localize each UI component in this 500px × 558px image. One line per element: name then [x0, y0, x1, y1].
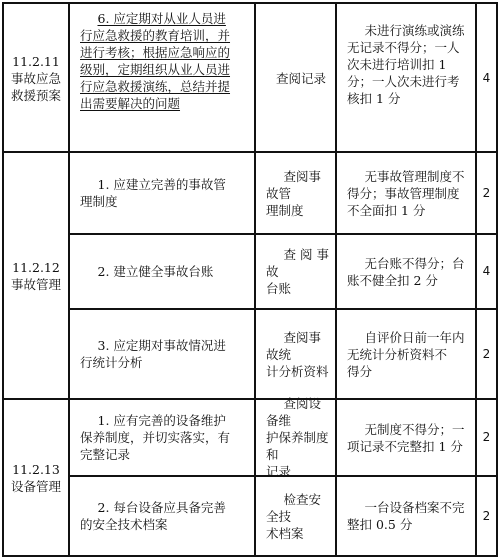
method-cell	[256, 396, 335, 479]
standard-line: 未进行演练或演练	[364, 23, 465, 38]
standard-line: 一台设备档案不完	[364, 500, 465, 515]
requirement-cell	[70, 10, 254, 112]
standard-line: 得分；事故管理制度	[347, 185, 460, 201]
standard-cell	[337, 153, 475, 233]
section-name-line: 设备管理	[10, 478, 61, 494]
method-cell	[256, 153, 335, 233]
standard-line: 核扣 1 分	[347, 91, 401, 106]
requirement-line: 保养制度，并切实落实，有	[80, 430, 231, 445]
section-name-line: 事故应急	[10, 70, 61, 86]
requirement-cell	[70, 477, 254, 555]
method-cell	[256, 4, 335, 152]
method-line: 台账	[266, 281, 292, 296]
requirement-cell	[70, 235, 254, 308]
requirement-line: 出需要解决的问题	[80, 96, 181, 111]
section-label	[4, 153, 68, 399]
standard-line: 分；一人次未进行考	[347, 74, 460, 89]
points-cell	[477, 400, 496, 475]
section-code: 11.2.12	[12, 260, 60, 275]
points-value: 2	[482, 346, 491, 361]
points-value: 2	[482, 430, 491, 444]
method-line: 查 阅 事 故	[266, 247, 329, 279]
standard-line: 无制度不得分；一	[364, 421, 465, 437]
standard-cell	[337, 235, 475, 308]
standard-line: 整扣 0.5 分	[347, 517, 413, 532]
requirement-line: 行应急救援演练，总结并提	[80, 79, 231, 94]
standard-line: 账不健全扣 2 分	[347, 272, 438, 288]
method-cell	[256, 477, 335, 555]
requirement-line: 行统计分析	[80, 355, 143, 370]
requirement-line: 6. 应定期对从业人员进	[97, 11, 226, 26]
section-name-line: 事故管理	[10, 277, 61, 292]
requirement-line: 行应急救援的教育培训，并	[80, 28, 231, 43]
standard-line: 无统计分析资料不	[347, 346, 448, 362]
method-text: 查阅记录	[276, 70, 327, 86]
standard-line: 无事故管理制度不	[364, 168, 465, 184]
standard-cell	[337, 477, 475, 555]
table-bottom-border	[2, 555, 498, 557]
requirement-line: 级别，定期组织从业人员进	[80, 62, 231, 77]
points-cell	[477, 477, 496, 555]
points-cell	[477, 310, 496, 398]
points-value: 4	[482, 70, 491, 85]
standard-line: 不全面扣 1 分	[347, 202, 426, 218]
points-cell	[477, 153, 496, 233]
points-cell	[477, 235, 496, 308]
standard-cell	[337, 22, 475, 107]
requirement-line: 2. 建立健全事故台账	[97, 264, 214, 279]
method-line: 记录	[266, 464, 292, 479]
requirement-cell	[70, 400, 254, 475]
method-line: 查阅事故管	[266, 168, 322, 201]
section-label	[4, 400, 68, 555]
requirement-line: 的安全技术档案	[80, 517, 168, 532]
method-line: 查阅事故统	[266, 329, 322, 362]
points-value: 2	[482, 508, 491, 523]
table-top-border	[2, 2, 498, 4]
requirement-line: 1. 应建立完善的事故管	[97, 177, 226, 192]
standard-line: 次未进行培训扣 1	[347, 57, 447, 72]
standard-line: 项记录不完整扣 1 分	[347, 438, 463, 454]
standard-line: 得分	[347, 363, 373, 379]
points-value: 4	[482, 264, 491, 278]
standard-line: 自评价日前一年内	[364, 329, 465, 345]
requirement-line: 1. 应有完善的设备维护	[97, 413, 226, 428]
method-line: 护保养制度和	[266, 430, 329, 462]
requirement-line: 2. 每台设备应具备完善	[97, 500, 226, 515]
standard-cell	[337, 400, 475, 475]
requirement-line: 理制度	[80, 194, 118, 209]
requirement-cell	[70, 310, 254, 398]
standard-cell	[337, 310, 475, 398]
standard-line: 无台账不得分；台	[364, 255, 465, 271]
requirement-line: 进行考核；根据应急响应的	[80, 45, 231, 60]
section-label	[4, 4, 68, 152]
requirement-line: 完整记录	[80, 447, 131, 462]
requirement-line: 3. 应定期对事故情况进	[97, 338, 226, 353]
method-line: 术档案	[266, 525, 304, 541]
section-code: 11.2.13	[12, 461, 60, 477]
points-value: 2	[482, 185, 491, 200]
method-line: 计分析资料	[266, 363, 329, 379]
points-cell	[477, 4, 496, 152]
method-line: 查阅设备维	[266, 396, 322, 428]
method-line: 检查安全技	[266, 491, 322, 524]
requirement-cell	[70, 153, 254, 233]
method-line: 理制度	[266, 202, 304, 218]
section-name-line: 救援预案	[10, 87, 61, 103]
method-cell	[256, 310, 335, 398]
table-right-border	[496, 2, 498, 557]
standard-line: 无记录不得分；一人	[347, 40, 460, 55]
method-cell	[256, 235, 335, 308]
section-code: 11.2.11	[12, 53, 60, 69]
